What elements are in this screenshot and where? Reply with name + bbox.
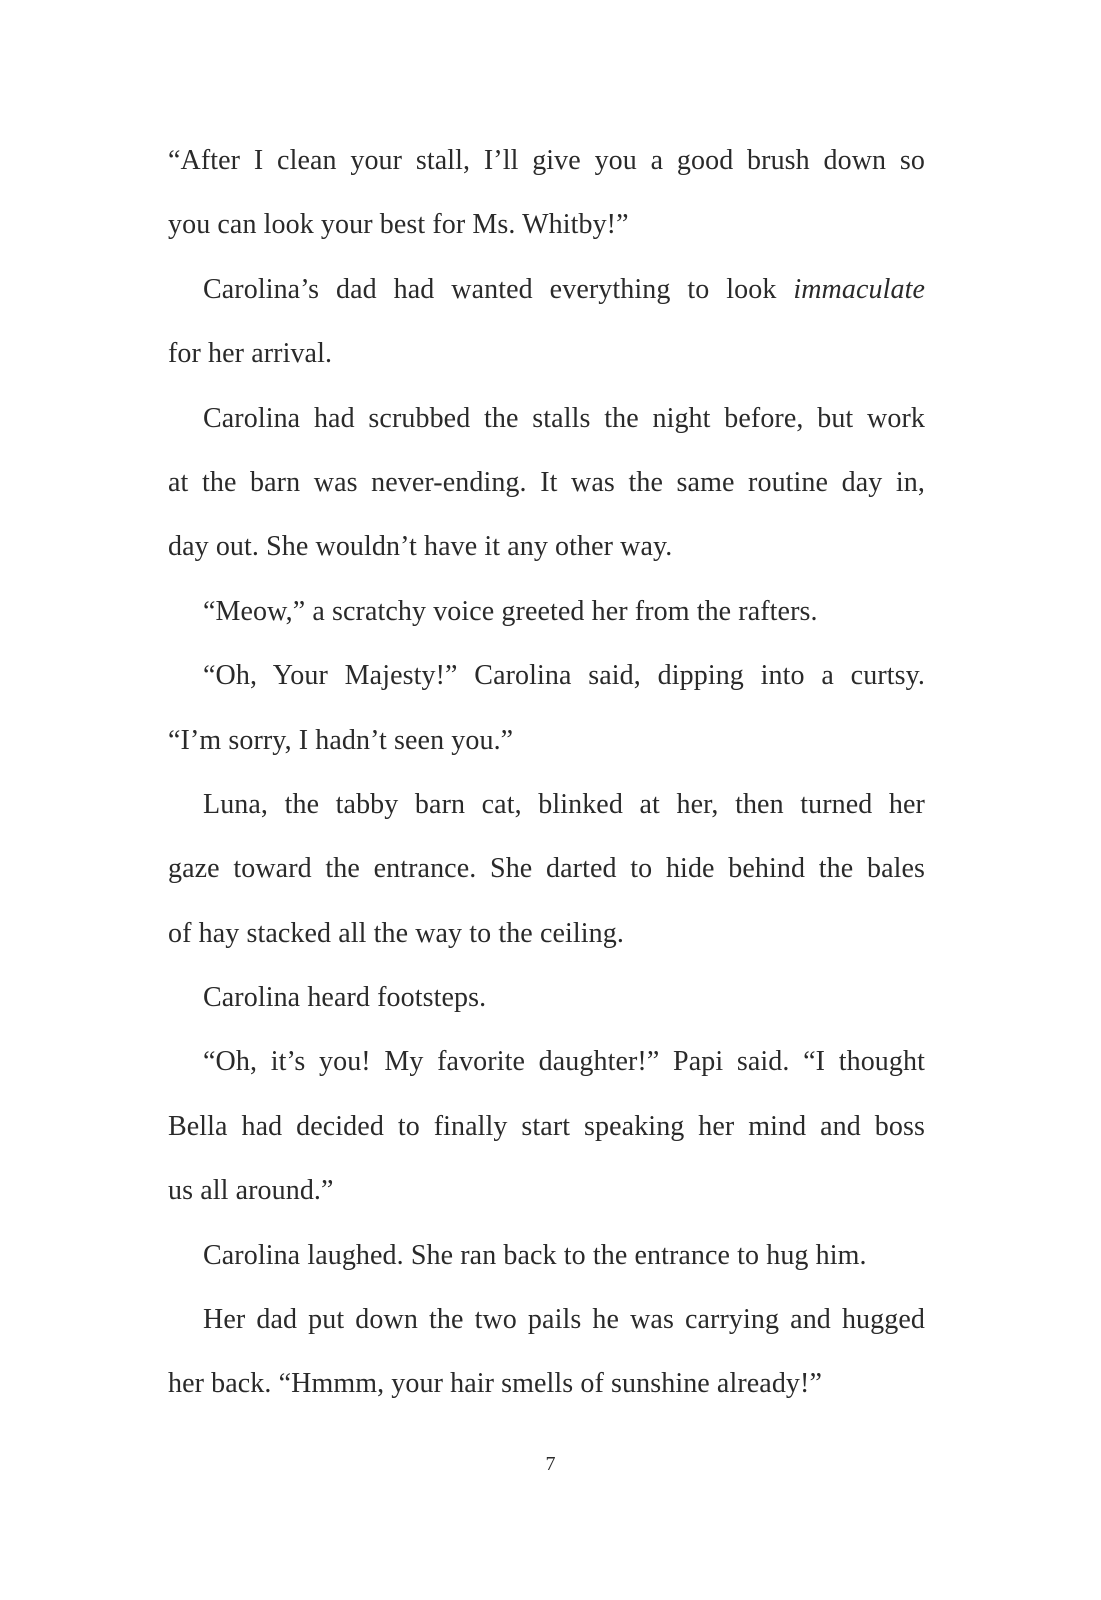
page-number: 7 xyxy=(545,1453,556,1475)
text-line: “Oh, it’s you! My favorite daughter!” Papi said. “I thought xyxy=(203,1046,925,1078)
text-line: “Meow,” a scratchy voice greeted her from the rafters. xyxy=(203,595,818,627)
text-line: at the barn was never-ending. It was the same routine day in, xyxy=(168,466,925,498)
text-line: Carolina had scrubbed the stalls the night before, but work xyxy=(203,402,925,434)
text-line: Bella had decided to finally start speaking her mind and boss xyxy=(168,1110,925,1142)
text-line: of hay stacked all the way to the ceiling. xyxy=(168,917,624,949)
text-line: us all around.” xyxy=(168,1175,334,1207)
emphasized-word: immaculate xyxy=(793,273,925,305)
text-line: her back. “Hmmm, your hair smells of sunshine already!” xyxy=(168,1368,822,1400)
text-line: “After I clean your stall, I’ll give you a good brush down so xyxy=(168,145,925,176)
text-line: Carolina heard footsteps. xyxy=(203,982,487,1014)
text-line: you can look your best for Ms. Whitby!” xyxy=(168,209,629,241)
text-line: Her dad put down the two pails he was carrying and hugged xyxy=(203,1304,925,1336)
text-line: “I’m sorry, I hadn’t seen you.” xyxy=(168,724,514,756)
text-line: Carolina laughed. She ran back to the entrance to hug him. xyxy=(203,1239,867,1271)
text-line: “Oh, Your Majesty!” Carolina said, dipping into a curtsy. xyxy=(203,660,925,692)
body-text xyxy=(168,129,925,1417)
text-run: Carolina’s dad had wanted everything to look xyxy=(203,273,794,305)
text-line xyxy=(168,258,925,322)
text-line: gaze toward the entrance. She darted to hide behind the bales xyxy=(168,853,925,885)
text-line: day out. She wouldn’t have it any other way. xyxy=(168,531,673,563)
text-line: Luna, the tabby barn cat, blinked at her, then turned her xyxy=(203,788,925,820)
text-line: for her arrival. xyxy=(168,338,333,370)
